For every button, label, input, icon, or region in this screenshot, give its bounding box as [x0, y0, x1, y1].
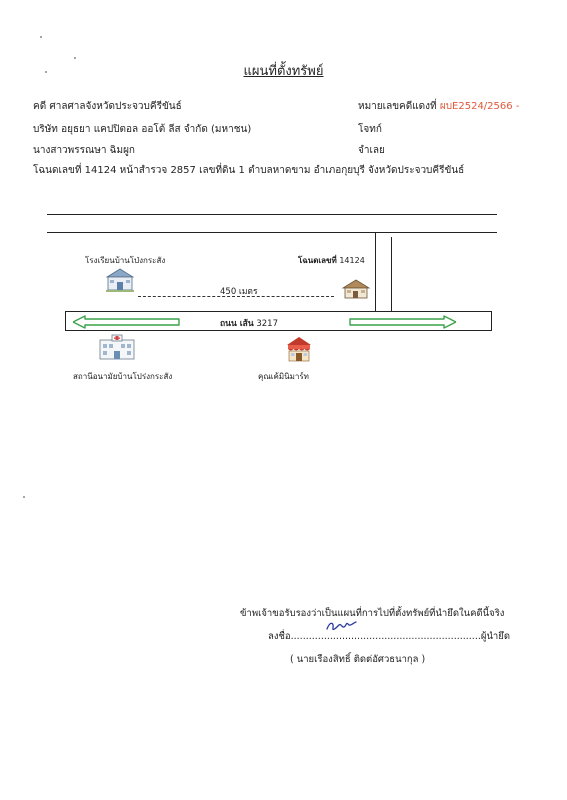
side-road-left-line: [375, 233, 376, 311]
plaintiff-name: บริษัท อยุธยา แคปปิตอล ออโต้ ลีส จำกัด (มหาชน): [33, 124, 252, 135]
signer-name: ( นายเรืองสิทธิ์ ติดต่อัศวธนากุล ): [290, 654, 426, 665]
court-name: คดี ศาลศาลจังหวัดประจวบคีรีขันธ์: [33, 101, 182, 112]
lower-road-line: [47, 232, 497, 233]
road-label-number: 3217: [256, 319, 278, 329]
scan-speck: [23, 496, 25, 498]
distance-label: 450 เมตร: [220, 287, 258, 297]
deed-map-label-prefix: โฉนดเลขที่: [298, 256, 337, 265]
scan-speck: [74, 57, 76, 59]
plaintiff-role: โจทก์: [358, 124, 382, 135]
shop-icon: [285, 336, 313, 366]
school-label: โรงเรียนบ้านโป่งกระสัง: [85, 256, 166, 265]
road-label-prefix: ถนน เส้น: [220, 319, 254, 329]
upper-road-line: [47, 214, 497, 215]
handwritten-signature: [324, 618, 360, 638]
side-road-right-line: [391, 237, 392, 311]
deed-details: โฉนดเลขที่ 14124 หน้าสำรวจ 2857 เลขที่ดิน 1 ตำบลหาดขาม อำเภอกุยบุรี จังหวัดประจวบคีรีขันธ์: [33, 165, 465, 176]
hospital-icon: [99, 334, 135, 364]
right-arrow-icon: [348, 314, 456, 333]
case-number-label: หมายเลขคดีแดงที่: [358, 101, 437, 112]
road-label: [220, 316, 278, 330]
deed-map-label: [298, 254, 365, 267]
certification-statement: ข้าพเจ้าขอรับรองว่าเป็นแผนที่การไปที่ตั้งทรัพย์ที่นำยึดในคดีนี้จริง: [240, 608, 505, 619]
defendant-role: จำเลย: [358, 145, 385, 156]
page-title: แผนที่ตั้งทรัพย์: [243, 64, 324, 79]
signature-line: [268, 629, 510, 644]
school-icon: [105, 268, 135, 296]
case-number: [358, 99, 519, 114]
case-number-suffix: -: [515, 101, 520, 112]
minimart-label: คุณเค้มินิมาร์ท: [258, 372, 309, 381]
signature-dots: ...............................................................: [290, 631, 481, 642]
deed-map-label-number: 14124: [339, 256, 365, 265]
house-icon: [342, 279, 370, 303]
signature-prefix: ลงชื่อ: [268, 631, 291, 642]
case-number-value: ผบE2524/2566: [439, 101, 513, 112]
signature-role: ผู้นำยึด: [480, 631, 511, 642]
defendant-name: นางสาวพรรณษา ฉิมผูก: [33, 145, 135, 156]
health-station-label: สถานีอนามัยบ้านโปร่งกระสัง: [73, 372, 173, 381]
left-arrow-icon: [73, 314, 181, 333]
scan-speck: [40, 36, 42, 38]
